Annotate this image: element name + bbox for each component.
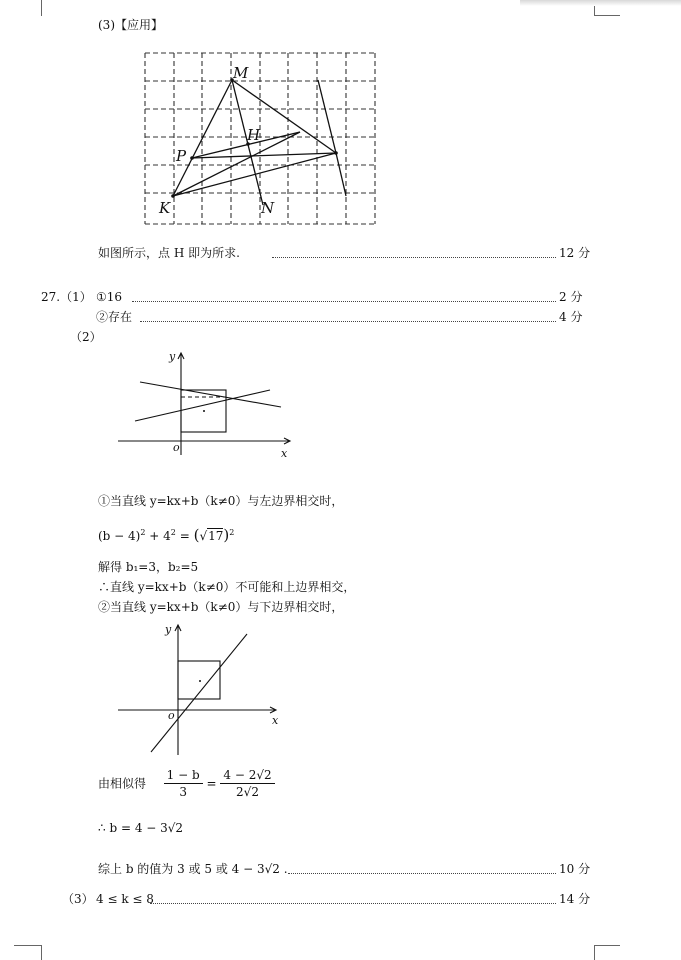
score-10: 10 分 — [559, 862, 591, 876]
case-1-text: ①当直线 y=kx+b（k≠0）与左边界相交时， — [98, 494, 344, 508]
eq1-plus: + 4 — [145, 529, 171, 543]
label-H: H — [247, 126, 261, 144]
fraction-2 — [220, 767, 274, 800]
section-3-header: (3)【应用】 — [98, 18, 163, 32]
score-12: 12 分 — [559, 246, 591, 260]
eq1-left: (b − 4) — [98, 529, 141, 543]
label-M: M — [233, 64, 249, 82]
fraction-1-denominator: 3 — [179, 785, 187, 799]
eq1-exp-3: 2 — [229, 528, 235, 537]
eq1-eq: = — [175, 529, 194, 543]
score-14: 14 分 — [559, 892, 591, 906]
q27-1-answer-1: ①16 — [96, 290, 123, 304]
leader-dots — [132, 301, 556, 302]
leader-dots — [272, 257, 556, 258]
top-right-shadow — [520, 0, 681, 6]
part-3-label: （3） — [62, 892, 94, 906]
therefore-1: ∴直线 y=kx+b（k≠0）不可能和上边界相交， — [98, 580, 356, 594]
grid-figure — [140, 50, 380, 230]
q27-label: 27.（1） — [41, 290, 92, 304]
origin-label: o — [168, 709, 175, 722]
label-K: K — [159, 199, 171, 217]
score-4: 4 分 — [559, 310, 583, 324]
similarity-equation: 由相似得 $\frac{1 - b}{3}$ = $\frac{4 - 2√2}{2√2}$ — [98, 767, 275, 800]
axis-x-label: x — [281, 447, 288, 460]
q27-1-answer-2: ②存在 — [96, 310, 133, 324]
eq1-sqrt: 17 — [208, 529, 224, 543]
label-N: N — [261, 199, 275, 217]
leader-dots — [140, 321, 556, 322]
crop-mark-bottom-left-v — [41, 945, 42, 960]
eq1-exp-1: 2 — [140, 528, 146, 537]
crop-mark-bottom-right-v — [594, 945, 595, 960]
case-2-text: ②当直线 y=kx+b（k≠0）与下边界相交时， — [98, 600, 344, 614]
equation-1: $(b - 4)^2 + 4^2 = (√17)^2$ — [98, 526, 235, 544]
coordinate-graph-2 — [110, 620, 290, 760]
axis-x-label: x — [272, 714, 279, 727]
leader-dots — [150, 903, 556, 904]
answer-line: 如图所示，点 H 即为所求. — [98, 246, 240, 260]
origin-label: o — [173, 441, 180, 454]
fraction-2-denominator: 2√2 — [236, 785, 259, 799]
part-2-label: （2） — [70, 330, 102, 344]
fraction-2-numerator: 4 − 2√2 — [220, 767, 274, 784]
axis-y-label: y — [169, 350, 176, 363]
fraction-1 — [164, 767, 203, 800]
coordinate-graph-1 — [118, 350, 298, 460]
fraction-1-numerator: 1 − b — [164, 767, 203, 784]
similarity-prefix: 由相似得 — [98, 776, 147, 791]
solve-text: 解得 b₁=3，b₂=5 — [98, 560, 199, 574]
label-P: P — [176, 147, 187, 165]
score-2: 2 分 — [559, 290, 583, 304]
eq1-exp-2: 2 — [170, 528, 176, 537]
leader-dots — [288, 873, 556, 874]
therefore-2: ∴ b = 4 − 3√2 — [98, 821, 184, 835]
part-3-answer: 4 ≤ k ≤ 8 — [96, 892, 154, 906]
crop-mark-bottom-right-h — [594, 945, 620, 946]
crop-mark-top-right-h — [594, 15, 620, 16]
crop-mark-bottom-left-h — [14, 945, 42, 946]
summary-text: 综上 b 的值为 3 或 5 或 4 − 3√2 . — [98, 862, 288, 876]
crop-mark-top-left — [41, 0, 42, 16]
axis-y-label: y — [165, 623, 172, 636]
